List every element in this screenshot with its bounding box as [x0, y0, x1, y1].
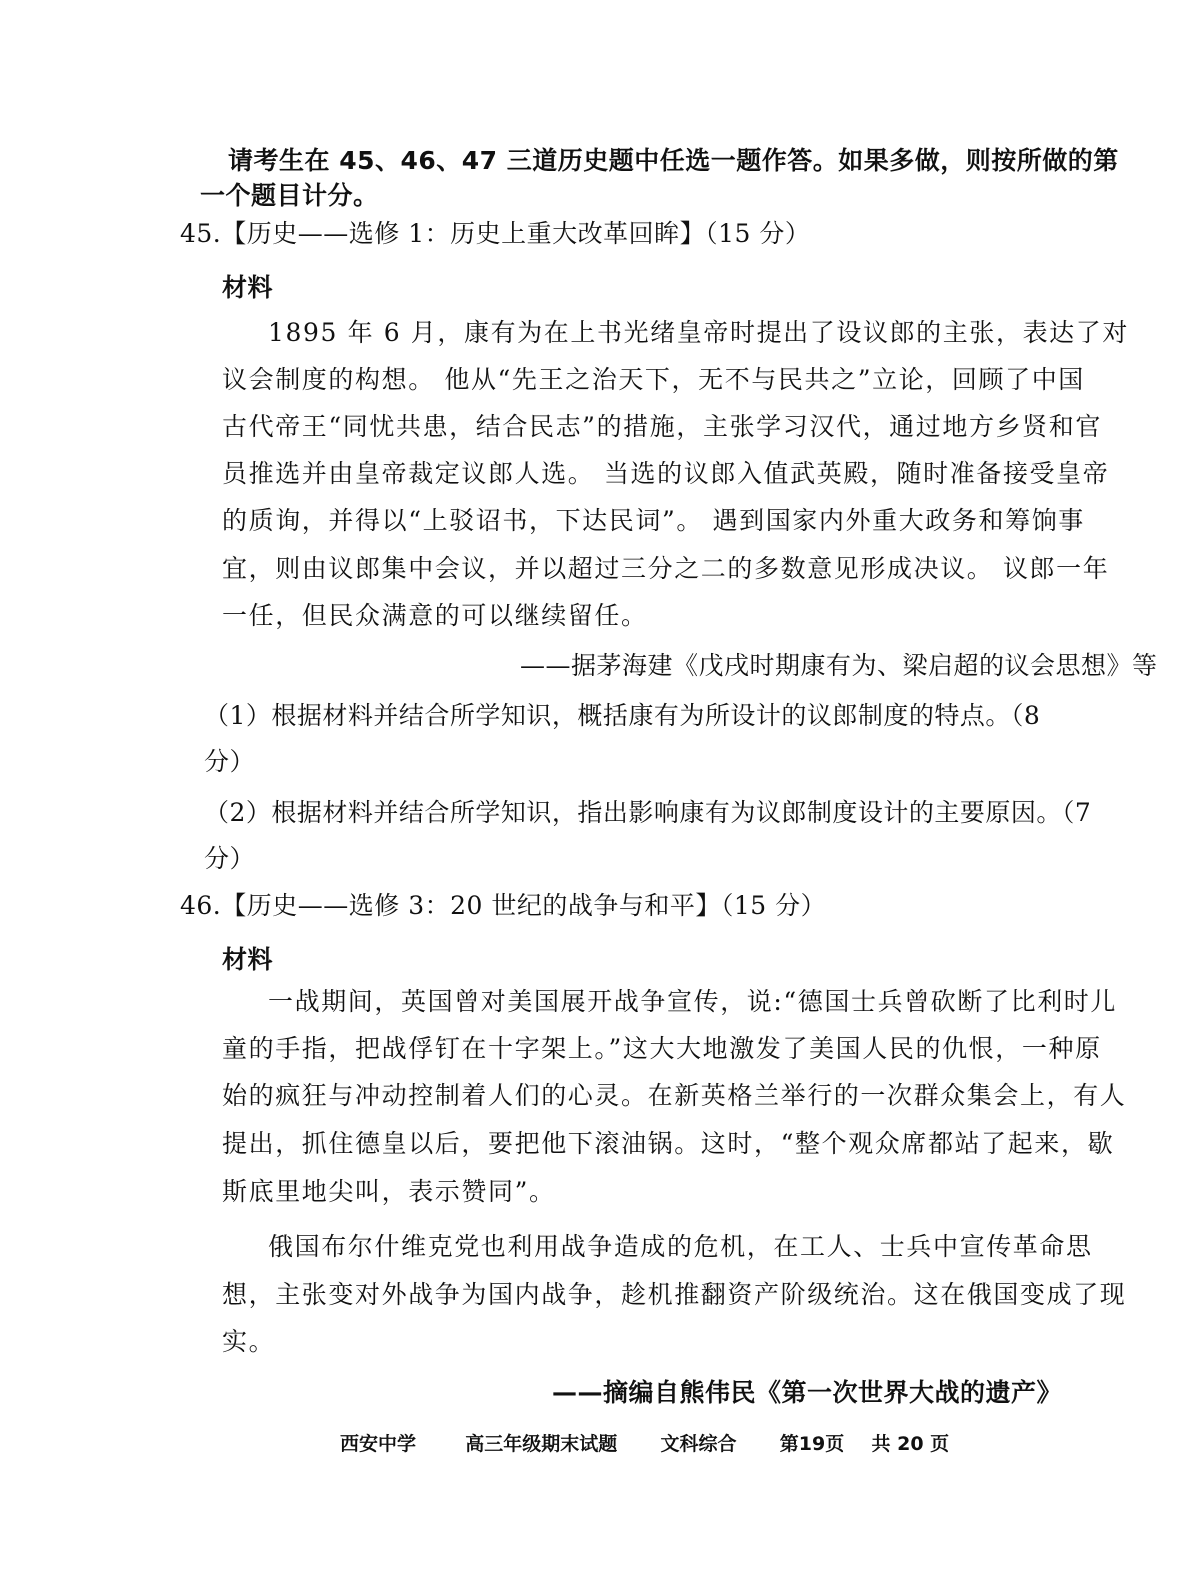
- question-46-source: ——摘编自熊伟民《第一次世界大战的遗产》: [552, 1378, 1063, 1407]
- question-45-material-line: 古代帝王“同忧共患，结合民志”的措施，主张学习汉代，通过地方乡贤和官: [222, 412, 1102, 441]
- footer-subject: 文科综合: [660, 1433, 737, 1455]
- question-46-para-2-line: 实。: [222, 1327, 276, 1356]
- question-46-para-1-line: 童的手指，把战俘钉在十字架上。”这大大地激发了美国人民的仇恨，一种原: [222, 1034, 1102, 1063]
- question-46-para-1-line: 一战期间，英国曾对美国展开战争宣传，说:“德国士兵曾砍断了比利时儿: [268, 987, 1118, 1016]
- footer-school: 西安中学: [340, 1433, 417, 1455]
- question-46-para-1-line: 始的疯狂与冲动控制着人们的心灵。在新英格兰举行的一次群众集会上，有人: [222, 1081, 1127, 1110]
- question-46-para-2-line: 俄国布尔什维克党也利用战争造成的危机，在工人、士兵中宣传革命思: [268, 1232, 1093, 1261]
- question-45-sub-2: （2）根据材料并结合所学知识，指出影响康有为议郎制度设计的主要原因。（7: [204, 798, 1092, 827]
- question-45-material-line: 一任，但民众满意的可以继续留任。: [222, 601, 648, 630]
- question-45-sub-2-cont: 分）: [204, 844, 256, 873]
- question-46-para-1-line: 提出，抓住德皇以后，要把他下滚油锅。这时，“整个观众席都站了起来，歇: [222, 1129, 1115, 1158]
- instruction-line-1: 请考生在 45、46、47 三道历史题中任选一题作答。如果多做，则按所做的第: [228, 146, 1119, 175]
- question-45-heading: 45.【历史——选修 1：历史上重大改革回眸】（15 分）: [180, 219, 811, 248]
- question-45-material-line: 员推选并由皇帝裁定议郎人选。 当选的议郎入值武英殿，随时准备接受皇帝: [222, 459, 1110, 488]
- question-45-sub-1-cont: 分）: [204, 747, 256, 776]
- question-46-para-1-line: 斯底里地尖叫，表示赞同”。: [222, 1177, 556, 1206]
- question-46-material-label: 材料: [222, 945, 274, 974]
- question-45-material-line: 1895 年 6 月，康有为在上书光绪皇帝时提出了设议郎的主张，表达了对: [268, 318, 1129, 347]
- question-46-para-2-line: 想，主张变对外战争为国内战争，趁机推翻资产阶级统治。这在俄国变成了现: [222, 1280, 1127, 1309]
- question-45-material-line: 宜，则由议郎集中会议，并以超过三分之二的多数意见形成决议。 议郎一年: [222, 554, 1110, 583]
- question-46-heading: 46.【历史——选修 3：20 世纪的战争与和平】（15 分）: [180, 891, 827, 920]
- footer-page-number: 第19页: [779, 1433, 845, 1455]
- page-footer: [340, 1431, 949, 1457]
- question-45-material-label: 材料: [222, 273, 274, 302]
- question-45-material-line: 的质询，并得以“上驳诏书，下达民词”。 遇到国家内外重大政务和筹饷事: [222, 506, 1085, 535]
- question-45-material-line: 议会制度的构想。 他从“先王之治天下，无不与民共之”立论，回顾了中国: [222, 365, 1085, 394]
- footer-exam: 高三年级期末试题: [465, 1433, 618, 1455]
- footer-total-pages: 共 20 页: [871, 1433, 950, 1455]
- question-45-source: ——据茅海建《戊戌时期康有为、梁启超的议会思想》等: [520, 651, 1158, 680]
- question-45-sub-1: （1）根据材料并结合所学知识，概括康有为所设计的议郎制度的特点。（8: [204, 701, 1041, 730]
- instruction-line-2: 一个题目计分。: [200, 181, 379, 210]
